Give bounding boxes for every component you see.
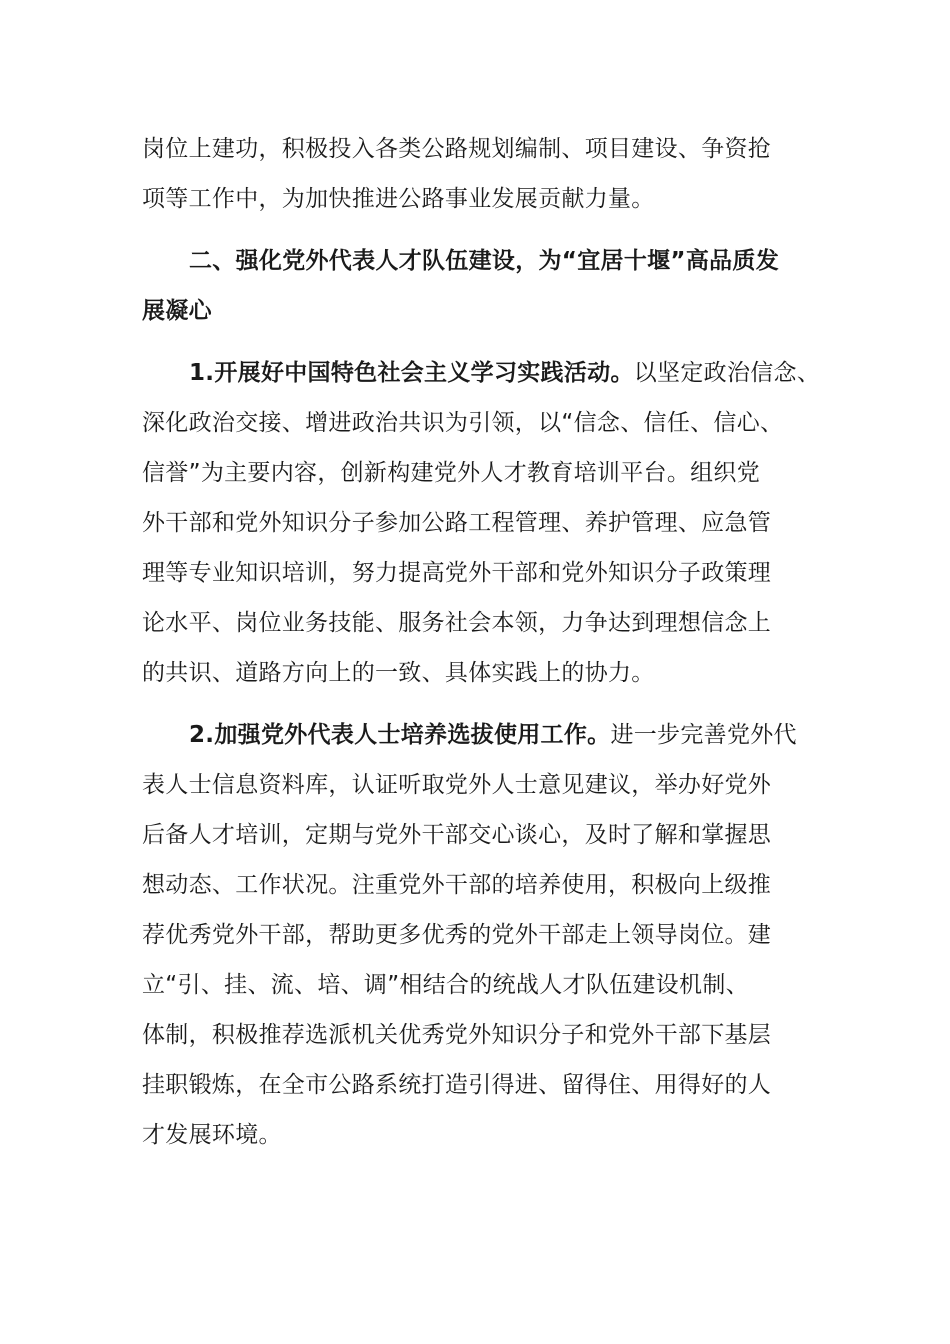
text-line: 信誉”为主要内容，创新构建党外人才教育培训平台。组织党	[142, 460, 761, 486]
text-line: 体制，积极推荐选派机关优秀党外知识分子和党外干部下基层	[142, 1022, 772, 1048]
heading-line: 二、强化党外代表人才队伍建设，为“宜居十堰”高品质发	[189, 248, 780, 274]
text-line: 外干部和党外知识分子参加公路工程管理、养护管理、应急管	[142, 510, 772, 536]
text-line: 挂职锻炼，在全市公路系统打造引得进、留得住、用得好的人	[142, 1072, 772, 1098]
text-line: 深化政治交接、增进政治共识为引领，以“信念、信任、信心、	[142, 410, 784, 436]
text-line	[142, 710, 814, 760]
text-line: 项等工作中，为加快推进公路事业发展贡献力量。	[142, 186, 655, 212]
text-line: 荐优秀党外干部，帮助更多优秀的党外干部走上领导岗位。建	[142, 922, 772, 948]
paragraph-text: 进一步完善党外代	[610, 722, 797, 748]
text-line: 论水平、岗位业务技能、服务社会本领，力争达到理想信念上	[142, 610, 772, 636]
paragraph-talent-selection	[142, 710, 814, 1160]
text-line: 理等专业知识培训，努力提高党外干部和党外知识分子政策理	[142, 560, 772, 586]
paragraph-continuation	[142, 124, 814, 224]
section-heading	[142, 236, 814, 336]
text-line: 才发展环境。	[142, 1122, 282, 1148]
text-line: 表人士信息资料库，认证听取党外人士意见建议，举办好党外	[142, 772, 772, 798]
paragraph-lead: 1.开展好中国特色社会主义学习实践活动。	[189, 360, 634, 386]
paragraph-text: 以坚定政治信念、	[633, 360, 821, 386]
document-body	[142, 124, 821, 1160]
text-line: 想动态、工作状况。注重党外干部的培养使用，积极向上级推	[142, 872, 772, 898]
text-line: 后备人才培训，定期与党外干部交心谈心，及时了解和掌握思	[142, 822, 772, 848]
heading-line: 展凝心	[142, 298, 212, 324]
text-line: 岗位上建功，积极投入各类公路规划编制、项目建设、争资抢	[142, 136, 772, 162]
text-line: 的共识、道路方向上的一致、具体实践上的协力。	[142, 660, 655, 686]
text-line: 立“引、挂、流、培、调”相结合的统战人才队伍建设机制、	[142, 972, 749, 998]
paragraph-study-activity	[142, 348, 821, 698]
paragraph-lead: 2.加强党外代表人士培养选拔使用工作。	[189, 722, 611, 748]
text-line	[142, 348, 821, 398]
